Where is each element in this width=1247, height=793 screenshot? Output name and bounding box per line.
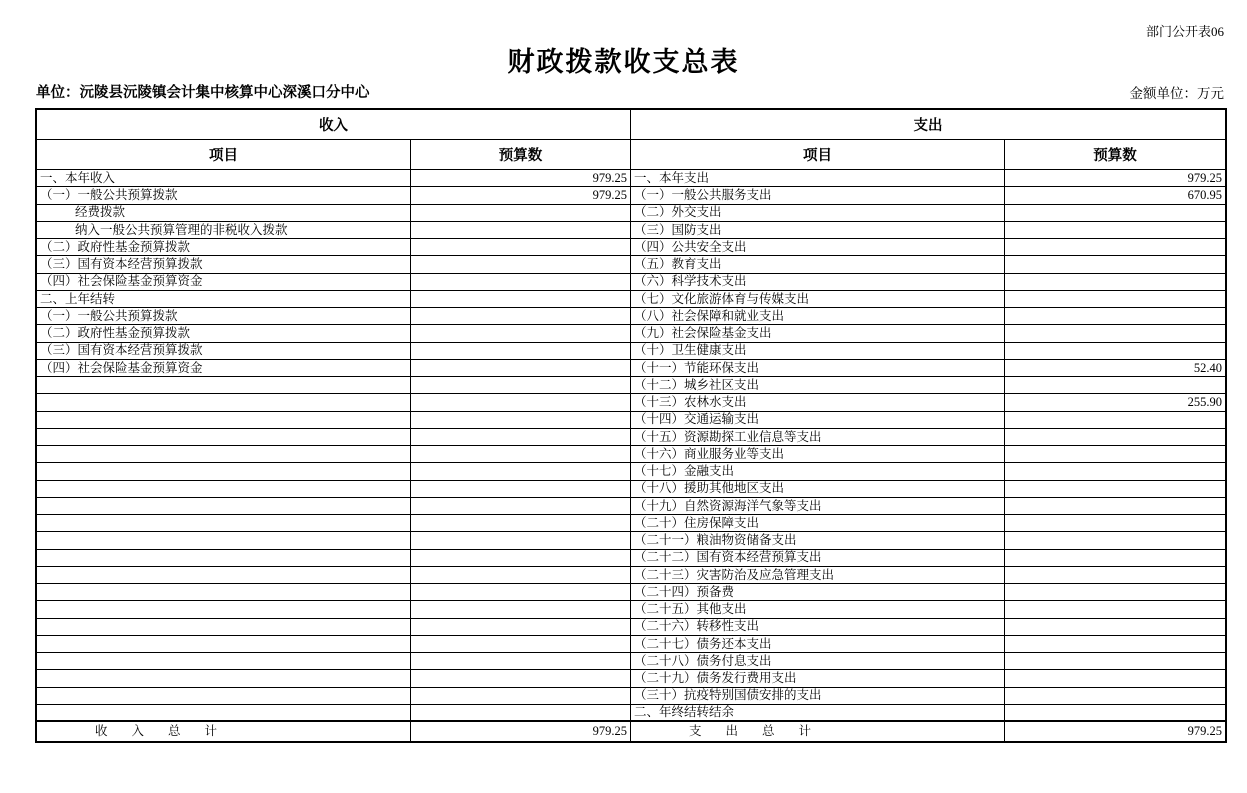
row-item-label	[37, 670, 411, 686]
row-item-label: （十四）交通运输支出	[631, 412, 1005, 428]
row-item-label	[37, 394, 411, 410]
row-item-label: 一、本年收入	[37, 170, 411, 186]
table-row	[37, 688, 630, 705]
row-item-label: 二、年终结转结余	[631, 705, 1005, 720]
row-budget-value: 52.40	[1193, 360, 1222, 375]
row-item-label	[37, 498, 411, 514]
row-budget-value	[1005, 429, 1225, 445]
row-budget-value: 255.90	[1187, 395, 1222, 410]
table-row	[631, 619, 1225, 636]
table-row	[37, 360, 630, 377]
income-total-label: 收入总计	[37, 722, 411, 741]
expenditure-panel	[631, 110, 1225, 741]
table-row	[37, 343, 630, 360]
row-item-label: （二十）住房保障支出	[631, 515, 1005, 531]
row-budget-value	[411, 239, 630, 255]
row-budget-value	[411, 377, 630, 393]
budget-table	[35, 108, 1227, 743]
row-budget-value	[411, 567, 630, 583]
row-item-label: （二十三）灾害防治及应急管理支出	[631, 567, 1005, 583]
table-row	[37, 308, 630, 325]
row-item-label	[37, 446, 411, 462]
row-item-label: （四）社会保险基金预算资金	[37, 360, 411, 376]
expenditure-item-column-header: 项目	[631, 140, 1005, 169]
table-row	[631, 429, 1225, 446]
row-item-label: （十八）援助其他地区支出	[631, 481, 1005, 497]
expenditure-section-header: 支出	[631, 110, 1225, 140]
row-budget-value	[1005, 239, 1225, 255]
row-item-label: （十一）节能环保支出	[631, 360, 1005, 376]
row-item-label: （一）一般公共预算拨款	[37, 308, 411, 324]
table-row	[631, 567, 1225, 584]
row-item-label	[37, 567, 411, 583]
row-item-label: （十六）商业服务业等支出	[631, 446, 1005, 462]
row-budget-value	[411, 308, 630, 324]
income-total-value: 979.25	[592, 724, 627, 739]
income-panel	[37, 110, 631, 741]
row-budget-value	[411, 394, 630, 410]
table-row	[631, 515, 1225, 532]
table-row	[631, 481, 1225, 498]
income-column-headers	[37, 140, 630, 170]
table-row	[631, 256, 1225, 273]
row-budget-value	[411, 463, 630, 479]
row-budget-value	[1005, 619, 1225, 635]
table-row	[37, 636, 630, 653]
table-row	[631, 670, 1225, 687]
expenditure-total-row	[631, 722, 1225, 741]
row-budget-value	[1005, 377, 1225, 393]
row-item-label	[37, 377, 411, 393]
unit-label: 单位：沅陵县沅陵镇会计集中核算中心深溪口分中心	[36, 85, 370, 101]
table-row	[631, 343, 1225, 360]
row-item-label	[37, 429, 411, 445]
table-row	[37, 653, 630, 670]
table-row	[37, 584, 630, 601]
row-item-label: （二十二）国有资本经营预算支出	[631, 550, 1005, 566]
row-item-label	[37, 688, 411, 704]
row-budget-value	[1005, 670, 1225, 686]
table-row	[37, 377, 630, 394]
table-row	[37, 187, 630, 204]
row-budget-value	[1005, 205, 1225, 221]
row-budget-value	[1005, 584, 1225, 600]
row-budget-value	[411, 205, 630, 221]
table-row	[37, 325, 630, 342]
row-item-label: （六）科学技术支出	[631, 274, 1005, 290]
table-row	[37, 446, 630, 463]
meta-row	[36, 81, 1224, 102]
income-section-header: 收入	[37, 110, 630, 140]
row-item-label: （二十五）其他支出	[631, 601, 1005, 617]
row-item-label: （二十七）债务还本支出	[631, 636, 1005, 652]
row-item-label: （九）社会保险基金支出	[631, 325, 1005, 341]
table-row	[37, 481, 630, 498]
row-item-label: （七）文化旅游体育与传媒支出	[631, 291, 1005, 307]
income-rows	[37, 170, 630, 722]
row-budget-value: 979.25	[592, 170, 627, 185]
table-row	[37, 567, 630, 584]
table-row	[37, 601, 630, 618]
row-budget-value	[1005, 274, 1225, 290]
table-row	[631, 170, 1225, 187]
row-budget-value	[411, 446, 630, 462]
table-row	[37, 222, 630, 239]
page-title: 财政拨款收支总表	[507, 47, 740, 77]
table-row	[37, 205, 630, 222]
table-row	[631, 222, 1225, 239]
row-item-label	[37, 515, 411, 531]
row-item-label: （三）国防支出	[631, 222, 1005, 238]
row-item-label: 二、上年结转	[37, 291, 411, 307]
table-row	[631, 239, 1225, 256]
row-budget-value	[1005, 498, 1225, 514]
row-item-label: （二十九）债务发行费用支出	[631, 670, 1005, 686]
row-budget-value	[1005, 532, 1225, 548]
income-budget-column-header: 预算数	[498, 148, 543, 164]
row-budget-value	[411, 705, 630, 720]
row-budget-value	[411, 429, 630, 445]
table-row	[37, 463, 630, 480]
row-item-label: （二十六）转移性支出	[631, 619, 1005, 635]
row-item-label: （一）一般公共预算拨款	[37, 187, 411, 203]
row-budget-value	[411, 291, 630, 307]
table-row	[631, 360, 1225, 377]
table-row	[37, 498, 630, 515]
table-row	[37, 550, 630, 567]
table-row	[37, 274, 630, 291]
row-budget-value	[411, 222, 630, 238]
row-budget-value	[1005, 291, 1225, 307]
row-budget-value	[411, 601, 630, 617]
row-budget-value	[1005, 515, 1225, 531]
row-item-label	[37, 636, 411, 652]
row-budget-value	[411, 274, 630, 290]
row-item-label: （十）卫生健康支出	[631, 343, 1005, 359]
expenditure-total-value: 979.25	[1187, 724, 1222, 739]
row-budget-value: 670.95	[1187, 188, 1222, 203]
row-budget-value	[411, 670, 630, 686]
income-item-column-header: 项目	[37, 140, 411, 169]
row-budget-value: 979.25	[1187, 170, 1222, 185]
table-row	[631, 550, 1225, 567]
row-budget-value	[1005, 343, 1225, 359]
row-budget-value	[1005, 256, 1225, 272]
table-row	[631, 601, 1225, 618]
row-item-label	[37, 532, 411, 548]
table-row	[631, 291, 1225, 308]
table-row	[631, 412, 1225, 429]
row-budget-value	[411, 653, 630, 669]
table-row	[37, 515, 630, 532]
row-budget-value	[411, 412, 630, 428]
row-budget-value	[1005, 481, 1225, 497]
row-budget-value	[411, 619, 630, 635]
row-item-label: （五）教育支出	[631, 256, 1005, 272]
table-row	[37, 412, 630, 429]
row-budget-value	[1005, 463, 1225, 479]
row-item-label: （十九）自然资源海洋气象等支出	[631, 498, 1005, 514]
row-item-label: （八）社会保障和就业支出	[631, 308, 1005, 324]
row-item-label: （二）政府性基金预算拨款	[37, 325, 411, 341]
row-budget-value	[411, 360, 630, 376]
row-budget-value	[411, 325, 630, 341]
table-row	[631, 532, 1225, 549]
row-item-label: （四）公共安全支出	[631, 239, 1005, 255]
table-row	[631, 688, 1225, 705]
row-budget-value: 979.25	[592, 188, 627, 203]
row-item-label: （二）政府性基金预算拨款	[37, 239, 411, 255]
row-budget-value	[1005, 653, 1225, 669]
row-item-label: 纳入一般公共预算管理的非税收入拨款	[37, 222, 411, 238]
doc-code: 部门公开表06	[1145, 24, 1224, 39]
table-row	[631, 498, 1225, 515]
table-row	[37, 670, 630, 687]
row-budget-value	[1005, 601, 1225, 617]
row-budget-value	[1005, 636, 1225, 652]
row-budget-value	[1005, 412, 1225, 428]
table-row	[631, 653, 1225, 670]
row-item-label: 经费拨款	[37, 205, 411, 221]
expenditure-column-headers	[631, 140, 1225, 170]
row-item-label: 一、本年支出	[631, 170, 1005, 186]
table-row	[631, 446, 1225, 463]
row-item-label	[37, 412, 411, 428]
table-row	[37, 170, 630, 187]
row-budget-value	[411, 688, 630, 704]
table-row	[631, 377, 1225, 394]
row-item-label	[37, 463, 411, 479]
row-budget-value	[411, 256, 630, 272]
row-budget-value	[411, 481, 630, 497]
table-row	[631, 308, 1225, 325]
row-budget-value	[411, 498, 630, 514]
row-budget-value	[1005, 688, 1225, 704]
row-budget-value	[1005, 446, 1225, 462]
row-item-label	[37, 550, 411, 566]
table-row	[631, 463, 1225, 480]
row-item-label	[37, 584, 411, 600]
row-item-label	[37, 653, 411, 669]
table-row	[37, 239, 630, 256]
row-item-label: （三）国有资本经营预算拨款	[37, 256, 411, 272]
table-row	[631, 325, 1225, 342]
table-row	[631, 274, 1225, 291]
table-row	[37, 394, 630, 411]
row-budget-value	[1005, 222, 1225, 238]
row-item-label	[37, 619, 411, 635]
row-item-label: （四）社会保险基金预算资金	[37, 274, 411, 290]
table-row	[37, 429, 630, 446]
row-budget-value	[1005, 705, 1225, 720]
table-row	[37, 532, 630, 549]
row-budget-value	[411, 550, 630, 566]
expenditure-total-label: 支出总计	[631, 722, 1005, 741]
expenditure-budget-column-header: 预算数	[1093, 148, 1137, 164]
table-row	[631, 205, 1225, 222]
table-row	[631, 187, 1225, 204]
row-item-label: （二）外交支出	[631, 205, 1005, 221]
table-row	[37, 291, 630, 308]
row-item-label: （十七）金融支出	[631, 463, 1005, 479]
row-budget-value	[1005, 325, 1225, 341]
row-budget-value	[411, 343, 630, 359]
row-item-label	[37, 601, 411, 617]
table-row	[631, 705, 1225, 722]
row-item-label: （十二）城乡社区支出	[631, 377, 1005, 393]
table-row	[37, 619, 630, 636]
table-row	[631, 584, 1225, 601]
row-item-label: （二十四）预备费	[631, 584, 1005, 600]
row-budget-value	[411, 584, 630, 600]
row-item-label: （十三）农林水支出	[631, 394, 1005, 410]
table-row	[631, 394, 1225, 411]
row-item-label	[37, 481, 411, 497]
row-budget-value	[411, 636, 630, 652]
row-item-label: （一）一般公共服务支出	[631, 187, 1005, 203]
amount-unit-label: 金额单位：万元	[1129, 86, 1224, 101]
expenditure-rows	[631, 170, 1225, 722]
row-budget-value	[1005, 550, 1225, 566]
row-budget-value	[1005, 308, 1225, 324]
row-item-label: （十五）资源勘探工业信息等支出	[631, 429, 1005, 445]
row-budget-value	[411, 532, 630, 548]
table-row	[631, 636, 1225, 653]
row-budget-value	[411, 515, 630, 531]
income-total-row	[37, 722, 630, 741]
table-row	[37, 256, 630, 273]
row-item-label: （二十八）债务付息支出	[631, 653, 1005, 669]
row-item-label	[37, 705, 411, 720]
table-row	[37, 705, 630, 722]
row-budget-value	[1005, 567, 1225, 583]
row-item-label: （三）国有资本经营预算拨款	[37, 343, 411, 359]
row-item-label: （三十）抗疫特别国债安排的支出	[631, 688, 1005, 704]
row-item-label: （二十一）粮油物资储备支出	[631, 532, 1005, 548]
